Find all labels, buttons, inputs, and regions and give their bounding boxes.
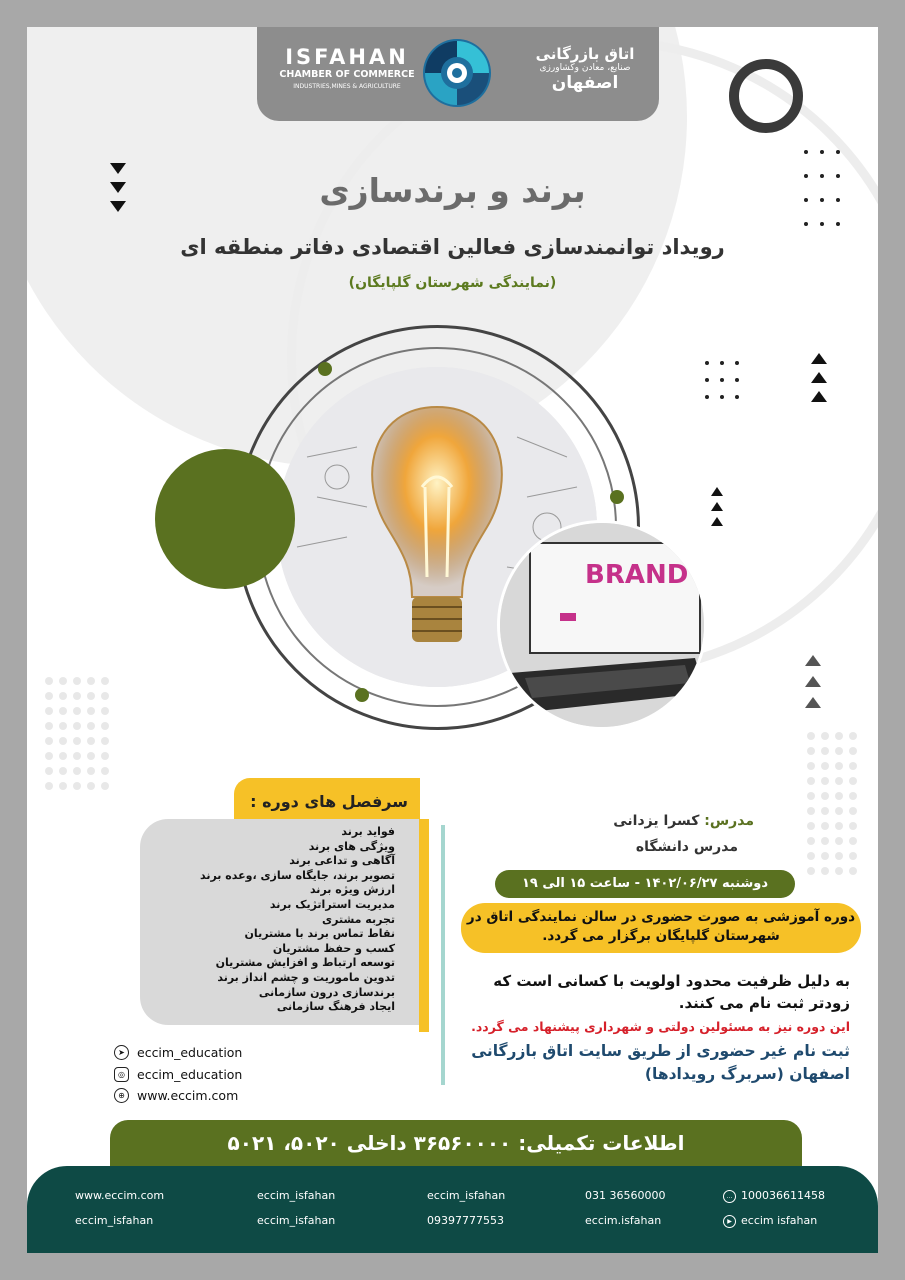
dot-grid-middle — [705, 361, 739, 399]
social-handle: eccim_education — [137, 1045, 243, 1060]
footer-mobile[interactable]: 09397777553 — [427, 1214, 504, 1227]
triangle-group-small — [711, 487, 723, 526]
logo-fa-line3: اصفهان — [551, 73, 619, 93]
triangle-up-icon — [811, 353, 827, 364]
triangle-up-icon — [805, 676, 821, 687]
footer-phone[interactable]: 031 36560000 — [585, 1189, 666, 1202]
laptop-image — [497, 520, 707, 730]
footer-sms[interactable] — [723, 1189, 825, 1203]
priority-note: به دلیل ظرفیت محدود اولویت با کسانی است که زودتر ثبت نام می کنند. — [493, 972, 850, 1012]
footer-handle[interactable]: eccim_isfahan — [75, 1214, 154, 1227]
syllabus-item: فواید برند — [341, 825, 395, 838]
footer-handle[interactable]: eccim_isfahan — [257, 1189, 336, 1202]
footer-video-handle: eccim isfahan — [741, 1214, 818, 1227]
triangle-up-icon — [711, 517, 723, 526]
instagram-icon: ◎ — [114, 1067, 129, 1082]
teacher-name: کسرا یزدانی — [613, 813, 700, 829]
teacher-line — [613, 813, 754, 829]
footer-handle[interactable]: eccim.isfahan — [585, 1214, 662, 1227]
logo-english — [277, 45, 417, 90]
accent-dot — [355, 688, 369, 702]
footer-website[interactable]: www.eccim.com — [75, 1189, 165, 1202]
syllabus-item: ویژگی های برند — [308, 839, 395, 853]
chamber-emblem-icon — [421, 37, 493, 109]
social-website[interactable] — [114, 1088, 238, 1103]
globe-icon: ⊕ — [114, 1088, 129, 1103]
contact-info-bar: اطلاعات تکمیلی: ۳۶۵۶۰۰۰۰ داخلی ۵۰۲۰، ۵۰۲۱ — [110, 1120, 802, 1166]
triangle-up-icon — [811, 391, 827, 402]
teacher-label: مدرس: — [704, 813, 754, 829]
dot-grid-light-right — [807, 732, 857, 875]
brand-screen-text: BRAND — [585, 560, 689, 590]
triangle-up-icon — [711, 502, 723, 511]
venue-note: دوره آموزشی به صورت حضوری در سالن نمایندگی اتاق در شهرستان گلپایگان برگزار می گردد. — [461, 903, 861, 953]
syllabus-item: مدیریت استراتژیک برند — [269, 897, 395, 911]
footer-sms-number: 100036611458 — [741, 1189, 825, 1202]
syllabus-accent-bar — [419, 819, 429, 1032]
syllabus-item: آگاهی و تداعی برند — [289, 854, 395, 868]
telegram-icon: ➤ — [114, 1045, 129, 1060]
triangle-group-grey — [805, 655, 821, 708]
teacher-role: مدرس دانشگاه — [635, 839, 738, 855]
social-handle: eccim_education — [137, 1067, 243, 1082]
accent-dot — [318, 362, 332, 376]
syllabus-item: توسعه ارتباط و افزایش مشتریان — [215, 956, 395, 970]
message-icon: … — [723, 1190, 736, 1203]
logo-header — [257, 27, 659, 121]
event-subtitle: رویداد توانمندسازی فعالین اقتصادی دفاتر منطقه ای — [180, 235, 725, 259]
footer-video[interactable] — [723, 1214, 817, 1228]
website-link: www.eccim.com — [137, 1088, 239, 1103]
poster — [27, 27, 878, 1253]
logo-en-line3: INDUSTRIES,MINES & AGRICULTURE — [293, 83, 401, 90]
triangle-up-icon — [711, 487, 723, 496]
syllabus-item: برندسازی درون سازمانی — [258, 985, 395, 999]
syllabus-list — [200, 825, 395, 1015]
syllabus-item: کسب و حفظ مشتریان — [272, 941, 395, 955]
triangle-up-icon — [805, 655, 821, 666]
syllabus-item: ایجاد فرهنگ سازمانی — [276, 1000, 395, 1014]
decorative-ring — [729, 59, 803, 133]
syllabus-item: ارزش ویژه برند — [309, 883, 395, 897]
syllabus-item: تصویر برند، جایگاه سازی ،وعده برند — [199, 868, 395, 882]
officials-note: این دوره نیز به مسئولین دولتی و شهرداری پیشنهاد می گردد. — [471, 1019, 850, 1034]
syllabus-item: تدوین ماموریت و چشم انداز برند — [217, 970, 395, 984]
logo-en-line2: CHAMBER OF COMMERCE — [279, 69, 415, 80]
syllabus-box — [140, 819, 420, 1025]
date-time-badge: دوشنبه ۱۴۰۲/۰۶/۲۷ - ساعت ۱۵ الی ۱۹ — [495, 870, 795, 898]
social-instagram[interactable] — [114, 1067, 242, 1082]
logo-fa-line2: صنایع، معادن وکشاورزی — [539, 63, 631, 73]
social-telegram[interactable] — [114, 1045, 242, 1060]
event-location-subtitle: (نمایندگی شهرستان گلپایگان) — [348, 275, 557, 291]
dot-grid-light-left — [45, 677, 109, 790]
triangle-up-icon — [805, 697, 821, 708]
footer-handle[interactable]: eccim_isfahan — [257, 1214, 336, 1227]
logo-persian — [525, 45, 645, 93]
triangle-up-icon — [811, 372, 827, 383]
play-icon: ▶ — [723, 1215, 736, 1228]
footer-handle[interactable]: eccim_isfahan — [427, 1189, 506, 1202]
laptop-illustration — [500, 523, 707, 730]
main-title: برند و برندسازی — [319, 171, 586, 210]
green-circle — [155, 449, 295, 589]
syllabus-heading: سرفصل های دوره : — [250, 792, 408, 811]
logo-fa-line1: اتاق بازرگانی — [535, 45, 635, 63]
triangle-group-right — [811, 353, 827, 402]
syllabus-item: نقاط تماس برند با مشتریان — [244, 927, 395, 941]
registration-note: ثبت نام غیر حضوری از طریق سایت اتاق بازرگانی اصفهان (سربرگ رویدادها) — [471, 1042, 850, 1083]
footer — [27, 1166, 878, 1253]
accent-dot — [610, 490, 624, 504]
logo-en-line1: ISFAHAN — [285, 45, 409, 69]
syllabus-item: تجربه مشتری — [322, 912, 395, 926]
